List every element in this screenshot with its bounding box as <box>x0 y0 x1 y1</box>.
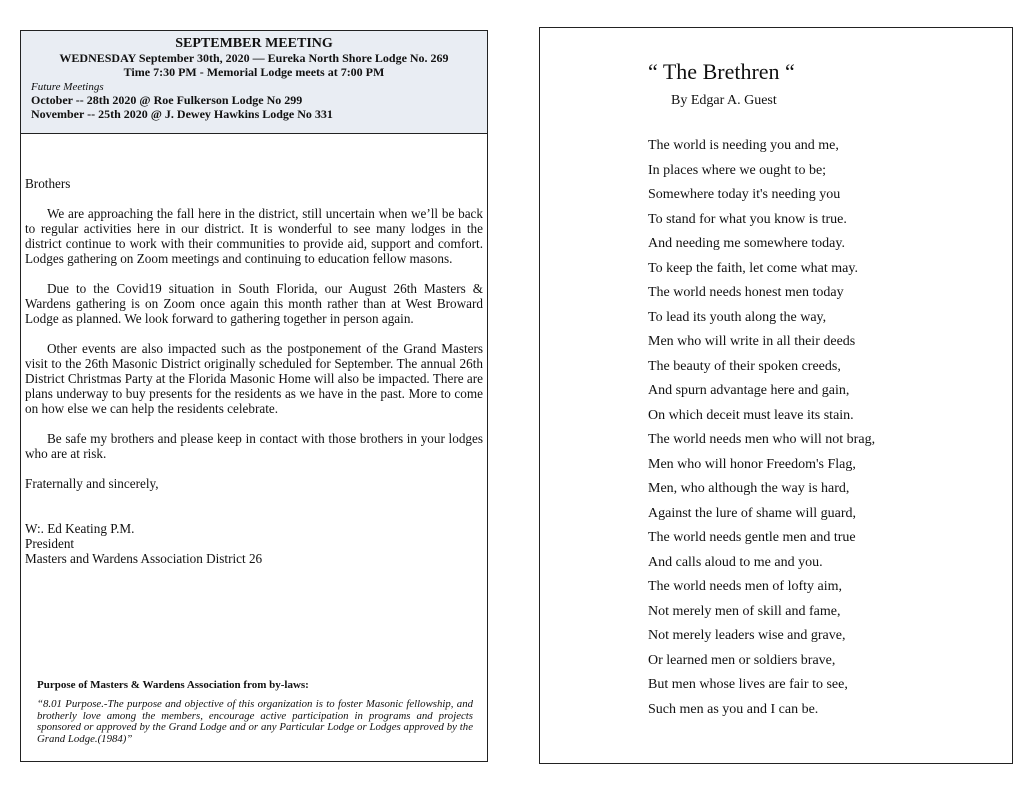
letter-paragraph: Other events are also impacted such as the postponement of the Grand Masters visit to the 26th Masonic District originally scheduled for September. The annual 26th District Christmas Party at the Florida Masonic Home will also be impacted. There are plans underway to buy presents for the residents as we have in the past. More to come on how else we can help the residents celebrate. <box>25 341 483 416</box>
poem-line: Not merely leaders wise and grave, <box>648 628 846 643</box>
signature-block <box>25 521 483 566</box>
poem-line: And spurn advantage here and gain, <box>648 383 850 398</box>
poem-line: To stand for what you know is true. <box>648 211 847 227</box>
poem-line: The world is needing you and me, <box>648 138 839 153</box>
poem-line: To keep the faith, let come what may. <box>648 260 858 276</box>
poem-line: The world needs men who will not brag, <box>648 432 876 447</box>
poem-body <box>648 134 875 722</box>
poem-author: By Edgar A. Guest <box>671 93 777 108</box>
poem-line: And needing me somewhere today. <box>648 236 845 251</box>
poem-title: “ The Brethren “ <box>648 59 795 84</box>
meeting-title: SEPTEMBER MEETING <box>175 36 333 51</box>
left-page <box>20 30 488 762</box>
letter-greeting: Brothers <box>25 176 71 191</box>
poem-line: On which deceit must leave its stain. <box>648 407 854 423</box>
purpose-title-colon: : <box>305 679 309 691</box>
poem-line: But men whose lives are fair to see, <box>648 677 848 692</box>
purpose-section <box>37 679 473 745</box>
future-meeting-october: October -- 28th 2020 @ Roe Fulkerson Lodge No 299 <box>31 93 303 107</box>
purpose-title <box>37 679 473 691</box>
poem-line: To lead its youth along the way, <box>648 309 827 325</box>
poem-line: Men who will honor Freedom's Flag, <box>648 456 856 472</box>
poem-line: The world needs gentle men and true <box>648 530 856 545</box>
poem-line: Somewhere today it's needing you <box>648 187 841 202</box>
letter-paragraph: Be safe my brothers and please keep in contact with those brothers in your lodges who are at risk. <box>25 431 483 461</box>
future-meetings-label: Future Meetings <box>31 81 104 93</box>
purpose-title-text: Purpose of Masters & Wardens Association from by-laws <box>37 679 306 691</box>
signature-name: W:. Ed Keating P.M. <box>25 521 135 536</box>
purpose-text: “8.01 Purpose.-The purpose and objective of this organization is to foster Masonic fellowship, and brotherly love among the members, encourage active participation in programs and projects sponsored or approved by the Grand Lodge and or any Particular Lodge or Lodges approved by the Grand Lodge.(1984)” <box>37 698 473 745</box>
poem-line: Not merely men of skill and fame, <box>648 603 841 619</box>
meeting-date-line: WEDNESDAY September 30th, 2020 — Eureka North Shore Lodge No. 269 <box>59 51 449 65</box>
poem-line: The world needs honest men today <box>648 285 844 300</box>
poem-line: Men, who although the way is hard, <box>648 481 850 496</box>
meeting-time-line: Time 7:30 PM - Memorial Lodge meets at 7:00 PM <box>123 65 385 79</box>
poem-line: Against the lure of shame will guard, <box>648 505 857 521</box>
future-meeting-november: November -- 25th 2020 @ J. Dewey Hawkins Lodge No 331 <box>31 107 333 121</box>
poem-line: Men who will write in all their deeds <box>648 334 856 349</box>
letter-paragraph: Due to the Covid19 situation in South Florida, our August 26th Masters & Wardens gathering is on Zoom once again this month rather than at West Broward Lodge as planned. We look forward to gathering together in person again. <box>25 281 483 326</box>
president-letter <box>25 176 483 566</box>
meeting-header <box>21 31 487 134</box>
signature-title: President <box>25 536 75 551</box>
right-page <box>539 27 1013 764</box>
poem-line: Or learned men or soldiers brave, <box>648 652 836 668</box>
letter-paragraph: We are approaching the fall here in the district, still uncertain when we’ll be back to regular activities here in our district. It is wonderful to see many lodges in the district continue to work with their communities to provide aid, support and comfort. Lodges gathering on Zoom meetings and continuing to education fellow masons. <box>25 206 483 266</box>
poem-line: The world needs men of lofty aim, <box>648 579 843 594</box>
poem-line: And calls aloud to me and you. <box>648 554 823 570</box>
poem-line: The beauty of their spoken creeds, <box>648 358 841 374</box>
poem-line: In places where we ought to be; <box>648 162 827 178</box>
signature-organization: Masters and Wardens Association District 26 <box>25 551 263 566</box>
poem-line: Such men as you and I can be. <box>648 701 819 717</box>
letter-closing: Fraternally and sincerely, <box>25 476 159 491</box>
